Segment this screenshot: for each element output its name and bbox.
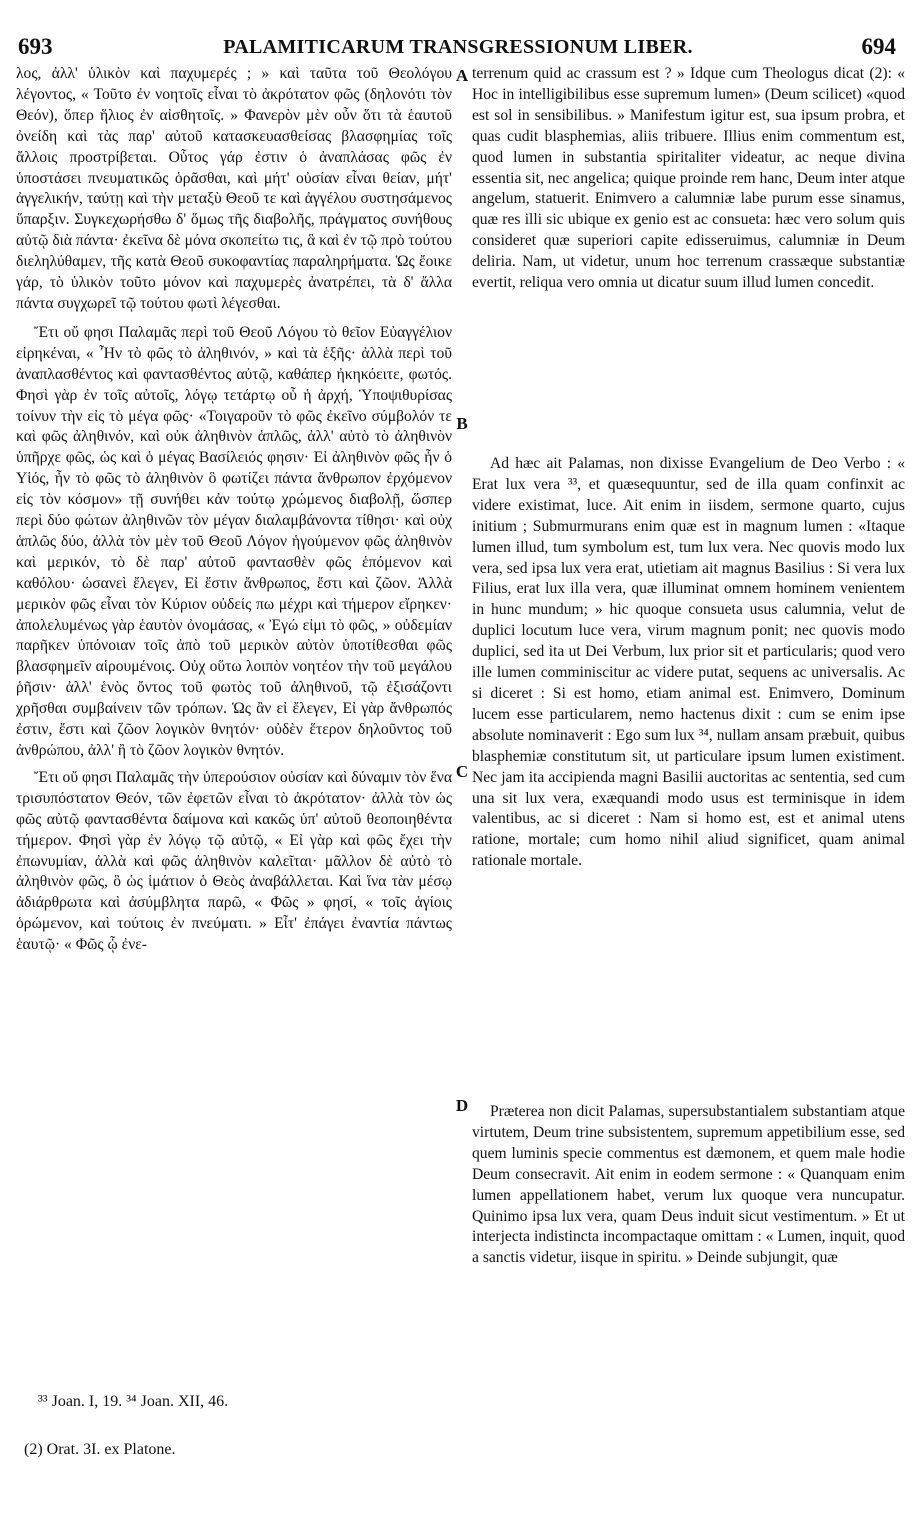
- margin-letter-b: B: [456, 414, 468, 433]
- page-number-left: 693: [18, 34, 53, 59]
- greek-paragraph: Ἔτι οὔ φησι Παλαμᾶς τὴν ὑπερούσιον οὐσίαν καὶ δύναμιν τὸν ἕνα τρισυπόστατον Θεόν, τῶν ἐφετῶν εἶναι τὸ ἀκρότατον· ἀλλὰ τὸν ὡς φῶς αὐτῷ φαντασθέντα δαίμονα καὶ κακῶς ὑπ' αὐτοῦ θεοποιηθέντα τήμερον. Φησὶ γὰρ ἐν λόγῳ τῷ αὐτῷ, « Εἰ γὰρ καὶ φῶς ἔχει τὴν ἐπωνυμίαν, ἀλλὰ καὶ φῶς ἀληθινὸν καλεῖται· μᾶλλον δὲ αὐτὸ τὸ ἀληθινὸν φῶς, ὃ ὡς ἱμάτιον ὁ Θεὸς ἀναβάλλεται. Καὶ ἵνα τὰν μέσῳ ἀδιάρθρωτα καὶ ἀσύμβλητα παρῶ, « Φῶς » φησί, « τοῖς ἁγίοις ὁρώμενον, καὶ τούτοις ἐν πνεύματι. » Εἶτ' ἐπάγει ἐναντία πάντως ἑαυτῷ· « Φῶς ᾧ ἐνε-: [16, 768, 452, 954]
- latin-paragraph: Præterea non dicit Palamas, supersubstantialem substantiam atque virtutem, Deum trine subsistentem, supremum appetibilium esse, sed quem luminis specie commentus est dæmonem, et quem male hodie Deum consecravit. Ait enim in eodem sermone : « Quanquam enim lumen appellationem habet, verum lux quoque vera nuncupatur. Quinimo ipsa lux vera, quam Deus induit sicut vestimentum. » Et ut interjecta indistincta incompactaque omittam : « Lumen, inquit, quod a sanctis videtur, iisque in spiritu. » Deinde subjungit, quæ: [472, 1103, 905, 1267]
- greek-paragraph: λος, ἀλλ' ὑλικὸν καὶ παχυμερές ; » καὶ ταῦτα τοῦ Θεολόγου λέγοντος, « Τοῦτο ἐν νοητοῖς εἶναι τὸ ἀκρότατον φῶς (δηλονότι τὸν Θεόν), ὅπερ ἥλιος ἐν αἰσθητοῖς. » Φανερὸν μὲν οὖν ὅτι τὰ ἑαυτοῦ ὀνείδη καὶ τὰς παρ' αὐτοῦ κατασκευασθείσας βλασφημίας τοῖς ἄλλοις προστρίβεται. Οὗτος γάρ ἐστιν ὁ ἀναπλάσας φῶς ἐν ὑποστάσει πνευματικῶς ὁρᾶσθαι, καὶ μήτ' οὐσίαν εἶναι θείαν, μήτ' ἀγγελικήν, ταύτῃ καὶ τὴν μεταξὺ Θεοῦ τε καὶ ἀγγέλου συστησάμενος ὕπαρξιν. Συγκεχωρήσθω δ' ὅμως τῆς διαβολῆς, πράγματος συνήθους αὐτῷ διὰ πάντα· ἐκεῖνα δὲ μόνα σκοπείτω τις, ἃ καὶ ἐν τῷ πρὸ τούτου διεληλύθαμεν, τῆς κατὰ Θεοῦ συκοφαντίας παραληρήματα. Ὡς ἔοικε γάρ, τὸ ὑλικὸν τοῦτο μόνον καὶ παχυμερὲς ἀνατρέπει, τὰ δ' ἄλλα πάντα συγχωρεῖ τῷ τούτου φωτὶ λέγεσθαι.: [16, 65, 452, 312]
- page-number-right: 694: [861, 34, 896, 59]
- latin-column: [472, 64, 905, 1384]
- greek-column: [16, 64, 452, 956]
- margin-letter-a: A: [455, 66, 469, 85]
- margin-letter-d: D: [455, 1096, 469, 1115]
- greek-paragraph: Ἔτι οὔ φησι Παλαμᾶς περὶ τοῦ Θεοῦ Λόγου τὸ θεῖον Εὐαγγέλιον εἰρηκέναι, « Ἦν τὸ φῶς τὸ ἀληθινόν, » καὶ τὰ ἑξῆς· ἀλλὰ περὶ τοῦ ἀναπλασθέντος καὶ φαντασθέντος αὐτῷ, καθάπερ ἠκηκόειτε, φωτός. Φησὶ γὰρ ἐν τοῖς αὐτοῖς, λόγῳ τετάρτῳ οὗ ἡ ἀρχή, Ὑποψιθυρίσας τοίνυν τὴν εἰς τὸ μέγα φῶς· «Τοιγαροῦν τὸ φῶς ἐκεῖνο σύμβολόν τε καὶ φῶς ἀληθινόν, καὶ οὐκ ἀληθινὸν ἁπλῶς, ἀλλ' αὐτὸ τὸ ἀληθινὸν ὑπῆρχε φῶς, ὡς καὶ ὁ μέγας Βασίλειός φησιν· Εἰ ἀληθινὸν φῶς ἦν ὁ Υἱός, ἦν τὸ φῶς τὸ ἀληθινὸν ὃ φωτίζει πάντα ἄνθρωπον ἐρχόμενον εἰς τὸν κόσμον» τῇ συνήθει κἀν τούτῳ χρώμενος διαβολῇ, ὥσπερ περὶ δύο φώτων ἀληθινῶν τὸν μέγαν διαλαμβάνοντα τίθησι· καὶ οὐχ ἁπλῶς δύο, ἀλλὰ τὸν μὲν τοῦ Θεοῦ Λόγον ἡγούμενον φῶς ἀληθινὸν καὶ μερικόν, τὸ δὲ παρ' αὐτοῦ φαντασθὲν φῶς ἑπόμενον καὶ καθόλου· ὡσανεὶ ἔλεγεν, Εἰ ἔστιν ἄνθρωπος, ἔστι καὶ ζῶον. Ἀλλὰ μερικὸν φῶς εἶναι τὸν Κύριον οὐδείς πω μέχρι καὶ τήμερον εἴρηκεν· ἀπολελυμένως γὰρ ἑαυτὸν ὀνομάσας, « Ἐγώ εἰμι τὸ φῶς, » οὐδεμίαν παρῆκεν ὑπόνοιαν τοῖς ἀπὸ τοῦ μερικὸν αὐτὸν ὑποτίθεσθαι φῶς βλασφημεῖν αἱρουμένοις. Οὐχ οὕτω λοιπὸν νοητέον τὴν τοῦ μεγάλου ῥῆσιν· ἀλλ' ἑνὸς ὄντος τοῦ φωτὸς τοῦ ἀληθινοῦ, τῷ ἐξισάζοντι χρῆσθαι συμβαίνειν τῶν τρόπων. Ὡς ἂν εἰ ἔλεγεν, Εἰ γὰρ ἄνθρωπός ἐστιν, ἔστι καὶ ζῶον λογικὸν θνητόν· οὐδὲν ἕτερον δηλοῦντος τοῦ ἀνθρώπου, ἀλλ' ἢ τὸ ζῶον λογικὸν θνητόν.: [16, 323, 452, 759]
- page-header: [0, 22, 916, 62]
- scripture-footnotes: ³³ Joan. I, 19. ³⁴ Joan. XII, 46.: [38, 1393, 229, 1410]
- latin-paragraph: Ad hæc ait Palamas, non dixisse Evangelium de Deo Verbo : « Erat lux vera ³³, et quæsequuntur, sed de illa quam confinxit ac videre existimat, luce. Ait enim in iisdem, sermone quarto, cujus initium ; Submurmurans enim quæ est in magnum lumen : «Itaque lumen illud, tum symbolum est, tum lux vera. Nec quovis modo lux vera, sed ipsa lux vera erat, utietiam ait magnus Basilius : Si vera lux Filius, erat lux illa vera, quæ illuminat omnem hominem venientem in hunc mundum; » hic quoque consueta usus calumnia, velut de duplici locutum luce vera, virum magnum ponit; nec quovis modo duplici, sed ita ut Dei Verbum, lux prior sit et particularis; quod vero ille lumen comminiscitur ac videre putat, sequens ac universalis. Ac si diceret : Si est homo, etiam animal est. Enimvero, Dominum lucem esse particularem, nemo hactenus dixit : cum se enim ipse absolute nominaverit : Ego sum lux ³⁴, nullam ansam præbuit, quibus blasphemiæ constitutum sit, ut particulare ipsum lumen existiment. Nec jam ita accipienda magni Basilii auctoritas ac sententia, sed cum una sit lux vera, exæquandi modo usus est terminisque in idem valentibus, ac si diceret : Nam si homo est, est et animal utens ratione, mortale; cum homo nihil aliud significet, quam animal rationale mortale.: [472, 455, 905, 870]
- margin-letter-c: C: [455, 762, 469, 781]
- source-footnote: (2) Orat. 3I. ex Platone.: [24, 1441, 176, 1458]
- latin-paragraph: terrenum quid ac crassum est ? » Idque cum Theologus dicat (2): « Hoc in intelligibilibus esse supremum lumen» (Deum scilicet) «quod est sol in sensibilibus. » Manifestum igitur est, sua ipsum probra, et quas cudit blasphemias, aliis tribuere. Illius enim commentum est, quod lumen in substantia spiritaliter videatur, ac neque divina essentia sit, nec angelica; quique proinde rem hanc, Deum inter atque angelum, statuerit. Enimvero a calumniæ labe purum esse sinamus, quæ res illi sic ubique ex genio est ac consueta: hæc vero solum quis consideret quæ superiori capite edisseruimus, calumniæ in Deum deliria. Nam, ut videtur, unum hoc terrenum crassæque substantiæ evertit, reliqua vero omnia ut dicatur suum illud lumen concedit.: [472, 65, 906, 292]
- running-title: PALAMITICARUM TRANSGRESSIONUM LIBER.: [223, 36, 693, 58]
